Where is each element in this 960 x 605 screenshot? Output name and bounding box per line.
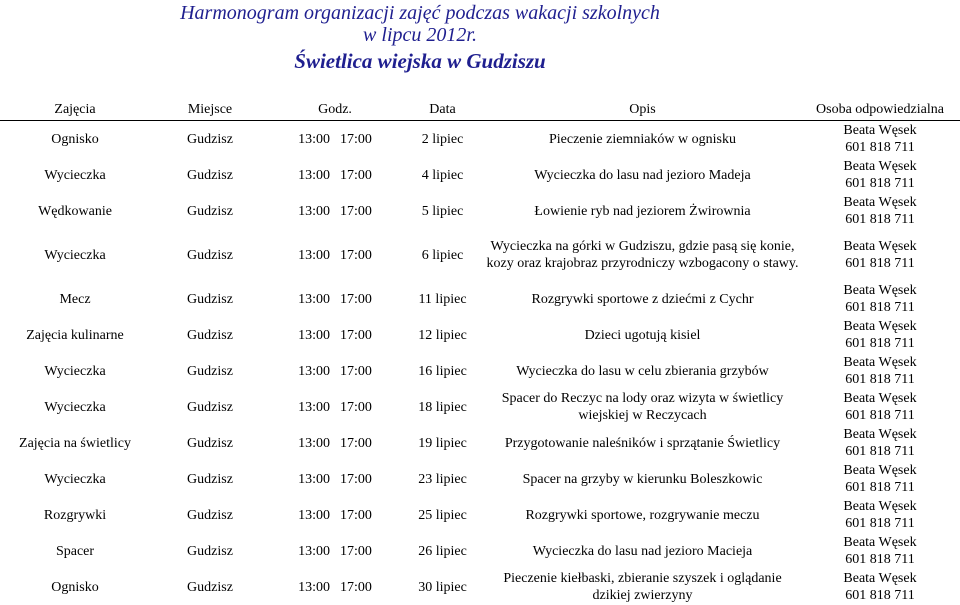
cell-person <box>800 121 960 158</box>
cell-activity: Zajęcia kulinarne <box>0 317 150 353</box>
cell-date: 26 lipiec <box>400 533 485 569</box>
time-from: 13:00 <box>298 292 330 307</box>
cell-place: Gudzisz <box>150 193 270 229</box>
cell-date: 19 lipiec <box>400 425 485 461</box>
cell-person <box>800 425 960 461</box>
person-phone: 601 818 711 <box>800 255 960 272</box>
person-name: Beata Węsek <box>800 238 960 255</box>
cell-time <box>270 425 400 461</box>
cell-time <box>270 193 400 229</box>
cell-activity: Wycieczka <box>0 389 150 425</box>
cell-time <box>270 461 400 497</box>
cell-person <box>800 317 960 353</box>
person-name: Beata Węsek <box>800 390 960 407</box>
cell-person <box>800 353 960 389</box>
table-row <box>0 533 960 569</box>
cell-place: Gudzisz <box>150 157 270 193</box>
cell-description: Wycieczka do lasu w celu zbierania grzybów <box>485 353 800 389</box>
person-phone: 601 818 711 <box>800 175 960 192</box>
column-header-place: Miejsce <box>150 100 270 121</box>
cell-description: Rozgrywki sportowe, rozgrywanie meczu <box>485 497 800 533</box>
cell-activity: Ognisko <box>0 569 150 605</box>
cell-person <box>800 497 960 533</box>
cell-time <box>270 281 400 317</box>
cell-place: Gudzisz <box>150 533 270 569</box>
person-name: Beata Węsek <box>800 570 960 587</box>
cell-date: 23 lipiec <box>400 461 485 497</box>
cell-person <box>800 281 960 317</box>
cell-date: 4 lipiec <box>400 157 485 193</box>
person-phone: 601 818 711 <box>800 551 960 568</box>
cell-place: Gudzisz <box>150 569 270 605</box>
time-from: 13:00 <box>298 580 330 595</box>
cell-person <box>800 229 960 281</box>
cell-person <box>800 533 960 569</box>
cell-activity: Mecz <box>0 281 150 317</box>
time-to: 17:00 <box>340 328 372 343</box>
cell-place: Gudzisz <box>150 461 270 497</box>
time-from: 13:00 <box>298 544 330 559</box>
cell-place: Gudzisz <box>150 353 270 389</box>
column-header-date: Data <box>400 100 485 121</box>
time-from: 13:00 <box>298 364 330 379</box>
title-line-1: Harmonogram organizacji zajęć podczas wakacji szkolnych <box>0 2 900 24</box>
person-name: Beata Węsek <box>800 158 960 175</box>
cell-date: 18 lipiec <box>400 389 485 425</box>
cell-description: Pieczenie ziemniaków w ognisku <box>485 121 800 158</box>
cell-activity: Zajęcia na świetlicy <box>0 425 150 461</box>
table-row <box>0 389 960 425</box>
cell-description: Pieczenie kiełbaski, zbieranie szyszek i oglądanie dzikiej zwierzyny <box>485 569 800 605</box>
cell-date: 2 lipiec <box>400 121 485 158</box>
cell-person <box>800 569 960 605</box>
table-row <box>0 317 960 353</box>
cell-date: 25 lipiec <box>400 497 485 533</box>
cell-date: 16 lipiec <box>400 353 485 389</box>
cell-time <box>270 533 400 569</box>
cell-place: Gudzisz <box>150 281 270 317</box>
person-phone: 601 818 711 <box>800 587 960 604</box>
time-from: 13:00 <box>298 132 330 147</box>
column-header-person: Osoba odpowiedzialna <box>800 100 960 121</box>
title-line-2: w lipcu 2012r. <box>0 24 900 46</box>
table-row <box>0 157 960 193</box>
cell-description: Wycieczka do lasu nad jezioro Macieja <box>485 533 800 569</box>
table-row <box>0 229 960 281</box>
time-from: 13:00 <box>298 204 330 219</box>
time-to: 17:00 <box>340 204 372 219</box>
cell-activity: Wycieczka <box>0 461 150 497</box>
cell-activity: Wycieczka <box>0 157 150 193</box>
cell-place: Gudzisz <box>150 425 270 461</box>
cell-person <box>800 157 960 193</box>
time-from: 13:00 <box>298 168 330 183</box>
cell-date: 12 lipiec <box>400 317 485 353</box>
time-to: 17:00 <box>340 472 372 487</box>
person-name: Beata Węsek <box>800 426 960 443</box>
time-to: 17:00 <box>340 132 372 147</box>
person-name: Beata Węsek <box>800 282 960 299</box>
table-header-row <box>0 100 960 121</box>
table-body <box>0 121 960 605</box>
cell-place: Gudzisz <box>150 229 270 281</box>
cell-place: Gudzisz <box>150 497 270 533</box>
cell-time <box>270 317 400 353</box>
cell-activity: Wycieczka <box>0 353 150 389</box>
cell-time <box>270 353 400 389</box>
table-row <box>0 497 960 533</box>
cell-person <box>800 461 960 497</box>
cell-time <box>270 569 400 605</box>
cell-time <box>270 157 400 193</box>
time-to: 17:00 <box>340 248 372 263</box>
person-phone: 601 818 711 <box>800 443 960 460</box>
cell-activity: Wycieczka <box>0 229 150 281</box>
cell-date: 11 lipiec <box>400 281 485 317</box>
table-row <box>0 461 960 497</box>
cell-place: Gudzisz <box>150 389 270 425</box>
cell-description: Wycieczka na górki w Gudziszu, gdzie pasą się konie, kozy oraz krajobraz przyrodniczy wzbogacony o stawy. <box>485 229 800 281</box>
cell-description: Spacer do Reczyc na lody oraz wizyta w świetlicy wiejskiej w Reczycach <box>485 389 800 425</box>
time-from: 13:00 <box>298 400 330 415</box>
person-phone: 601 818 711 <box>800 371 960 388</box>
person-name: Beata Węsek <box>800 462 960 479</box>
table-row <box>0 353 960 389</box>
cell-date: 6 lipiec <box>400 229 485 281</box>
time-to: 17:00 <box>340 292 372 307</box>
cell-date: 5 lipiec <box>400 193 485 229</box>
time-to: 17:00 <box>340 580 372 595</box>
table-row <box>0 281 960 317</box>
time-from: 13:00 <box>298 508 330 523</box>
time-to: 17:00 <box>340 436 372 451</box>
cell-description: Przygotowanie naleśników i sprzątanie Świetlicy <box>485 425 800 461</box>
cell-description: Rozgrywki sportowe z dziećmi z Cychr <box>485 281 800 317</box>
person-name: Beata Węsek <box>800 122 960 139</box>
person-name: Beata Węsek <box>800 318 960 335</box>
person-phone: 601 818 711 <box>800 515 960 532</box>
cell-time <box>270 229 400 281</box>
cell-time <box>270 389 400 425</box>
cell-activity: Spacer <box>0 533 150 569</box>
time-from: 13:00 <box>298 328 330 343</box>
cell-time <box>270 497 400 533</box>
time-to: 17:00 <box>340 168 372 183</box>
cell-person <box>800 389 960 425</box>
cell-description: Łowienie ryb nad jeziorem Żwirownia <box>485 193 800 229</box>
cell-person <box>800 193 960 229</box>
person-phone: 601 818 711 <box>800 479 960 496</box>
time-from: 13:00 <box>298 436 330 451</box>
person-phone: 601 818 711 <box>800 139 960 156</box>
time-to: 17:00 <box>340 544 372 559</box>
person-phone: 601 818 711 <box>800 211 960 228</box>
schedule-table <box>0 100 960 605</box>
time-from: 13:00 <box>298 248 330 263</box>
cell-activity: Rozgrywki <box>0 497 150 533</box>
time-from: 13:00 <box>298 472 330 487</box>
time-to: 17:00 <box>340 508 372 523</box>
cell-place: Gudzisz <box>150 317 270 353</box>
cell-date: 30 lipiec <box>400 569 485 605</box>
title-line-3: Świetlica wiejska w Gudziszu <box>0 49 900 73</box>
time-to: 17:00 <box>340 400 372 415</box>
column-header-activity: Zajęcia <box>0 100 150 121</box>
table-row <box>0 425 960 461</box>
cell-description: Spacer na grzyby w kierunku Boleszkowic <box>485 461 800 497</box>
person-phone: 601 818 711 <box>800 407 960 424</box>
person-name: Beata Węsek <box>800 194 960 211</box>
time-to: 17:00 <box>340 364 372 379</box>
cell-time <box>270 121 400 158</box>
person-name: Beata Węsek <box>800 498 960 515</box>
column-header-description: Opis <box>485 100 800 121</box>
table-row <box>0 569 960 605</box>
cell-description: Dzieci ugotują kisiel <box>485 317 800 353</box>
cell-activity: Wędkowanie <box>0 193 150 229</box>
person-name: Beata Węsek <box>800 534 960 551</box>
person-phone: 601 818 711 <box>800 299 960 316</box>
cell-place: Gudzisz <box>150 121 270 158</box>
column-header-time: Godz. <box>270 100 400 121</box>
table-row <box>0 193 960 229</box>
cell-description: Wycieczka do lasu nad jezioro Madeja <box>485 157 800 193</box>
person-phone: 601 818 711 <box>800 335 960 352</box>
cell-activity: Ognisko <box>0 121 150 158</box>
table-row <box>0 121 960 158</box>
person-name: Beata Węsek <box>800 354 960 371</box>
